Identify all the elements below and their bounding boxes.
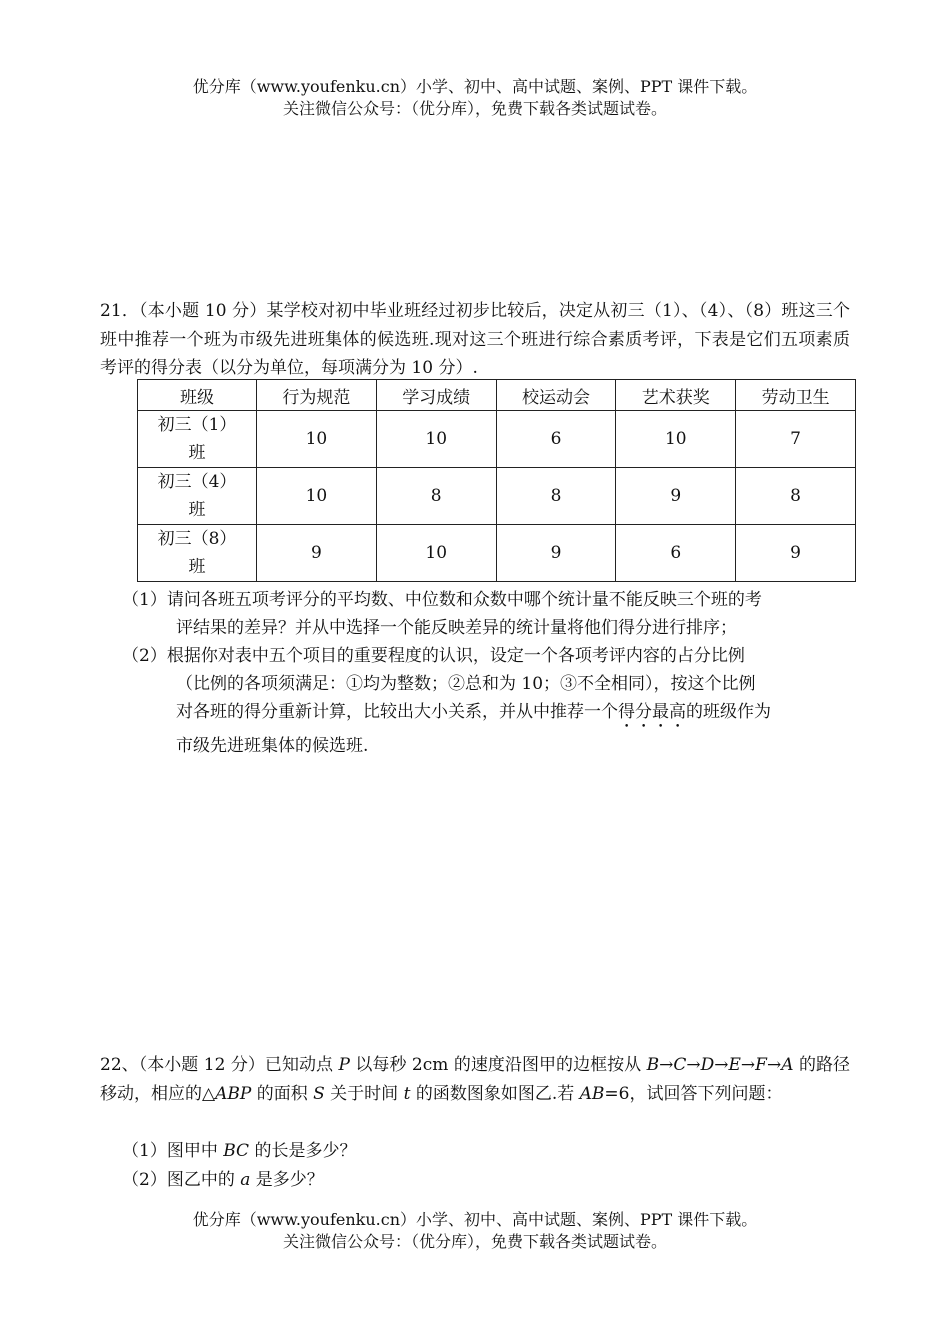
class-name: 初三（1）: [157, 415, 237, 435]
question-22-stem: [100, 1051, 850, 1108]
part-1-line-2: 评结果的差异？并从中选择一个能反映差异的统计量将他们得分进行排序；: [176, 618, 737, 638]
part-text: 是多少？: [250, 1170, 324, 1190]
part-2-text: 的班级作为: [686, 702, 771, 722]
question-21-part-2: [122, 642, 850, 760]
page-footer: [0, 1209, 950, 1253]
row-class-label: [138, 525, 257, 582]
question-22-part-2: [122, 1166, 324, 1194]
question-21-stem: [100, 297, 850, 383]
var-p: P: [338, 1055, 350, 1075]
header-line-2: 关注微信公众号：（优分库），免费下载各类试题试卷。: [282, 99, 667, 118]
table-cell: 9: [736, 525, 856, 582]
header-class: 班级: [138, 380, 257, 411]
var-a: a: [240, 1170, 251, 1190]
path-sequence: B→C→D→E→F→A: [646, 1055, 794, 1075]
segment-bc: BC: [223, 1141, 250, 1161]
table-cell: 9: [496, 525, 616, 582]
var-s: S: [313, 1083, 325, 1104]
part-2-text: 对各班的得分重新计算，比较出大小关系，并从中推荐一个: [176, 702, 618, 722]
stem-text: =6，试回答下列问题：: [604, 1083, 783, 1104]
table-cell: 8: [496, 468, 616, 525]
part-text: （2）图乙中的: [122, 1170, 241, 1190]
table-cell: 7: [736, 411, 856, 468]
header-line-1: 优分库（www.youfenku.cn）小学、初中、高中试题、案例、PPT 课件下载。: [192, 77, 758, 96]
stem-text: 的函数图象如图乙.若: [410, 1083, 580, 1104]
part-text: （1）图甲中: [122, 1141, 224, 1161]
class-suffix: 班: [188, 500, 206, 520]
row-class-label: [138, 468, 257, 525]
part-2-line-1: （2）根据你对表中五个项目的重要程度的认识，设定一个各项考评内容的占分比例: [122, 646, 745, 666]
table-cell: 8: [376, 468, 496, 525]
table-cell: 10: [376, 525, 496, 582]
table-cell: 9: [616, 468, 736, 525]
class-suffix: 班: [188, 557, 206, 577]
stem-text: 的面积: [251, 1083, 314, 1104]
segment-ab: AB: [579, 1083, 605, 1104]
question-21-part-1: [122, 586, 850, 642]
table-cell: 10: [376, 411, 496, 468]
footer-line-1: 优分库（www.youfenku.cn）小学、初中、高中试题、案例、PPT 课件下载。: [192, 1210, 758, 1229]
table-cell: 6: [496, 411, 616, 468]
table-cell: 9: [257, 525, 377, 582]
header-academics: 学习成绩: [376, 380, 496, 411]
page-header: [0, 76, 950, 120]
header-conduct: 行为规范: [257, 380, 377, 411]
header-art-awards: 艺术获奖: [616, 380, 736, 411]
table-cell: 10: [257, 468, 377, 525]
question-22-part-1: [122, 1137, 356, 1165]
score-table-header-row: [138, 380, 856, 411]
var-t: t: [403, 1083, 411, 1104]
footer-line-2: 关注微信公众号：（优分库），免费下载各类试题试卷。: [282, 1232, 667, 1251]
question-21-intro: （本小题 10 分）某学校对初中毕业班经过初步比较后，决定从初三（1）、（4）、（8）班这三个班中推荐一个班为市级先进班集体的候选班.现对这三个班进行综合素质考评，下表是它们五项素质考评的得分表（以分为单位，每项满分为 10 分）.: [100, 301, 850, 378]
part-2-line-3: [122, 698, 850, 732]
score-table: [137, 379, 856, 582]
header-sports-meet: 校运动会: [496, 380, 616, 411]
table-row: [138, 468, 856, 525]
class-suffix: 班: [188, 443, 206, 463]
stem-text: 22、（本小题 12 分）已知动点: [100, 1055, 339, 1075]
stem-text: 以每秒 2cm 的速度沿图甲的边框按从: [349, 1055, 647, 1075]
table-cell: 8: [736, 468, 856, 525]
table-cell: 10: [616, 411, 736, 468]
table-cell: 6: [616, 525, 736, 582]
triangle-abp: ABP: [215, 1083, 252, 1104]
part-2-line-2: （比例的各项须满足：①均为整数；②总和为 10；③不全相同），按这个比例: [176, 674, 756, 694]
class-name: 初三（8）: [157, 529, 237, 549]
question-21-number: 21．: [100, 301, 140, 321]
row-class-label: [138, 411, 257, 468]
stem-text: 关于时间: [324, 1083, 404, 1104]
header-labor-hygiene: 劳动卫生: [736, 380, 856, 411]
table-cell: 10: [257, 411, 377, 468]
table-row: [138, 411, 856, 468]
part-text: 的长是多少？: [249, 1141, 357, 1161]
emphasized-text: 得分最高: [618, 702, 686, 722]
part-1-line-1: （1）请问各班五项考评分的平均数、中位数和众数中哪个统计量不能反映三个班的考: [122, 590, 762, 610]
table-row: [138, 525, 856, 582]
stem-text: 的路径移动，相应的△: [100, 1055, 851, 1104]
part-2-line-4: 市级先进班集体的候选班.: [176, 736, 369, 756]
class-name: 初三（4）: [157, 472, 237, 492]
